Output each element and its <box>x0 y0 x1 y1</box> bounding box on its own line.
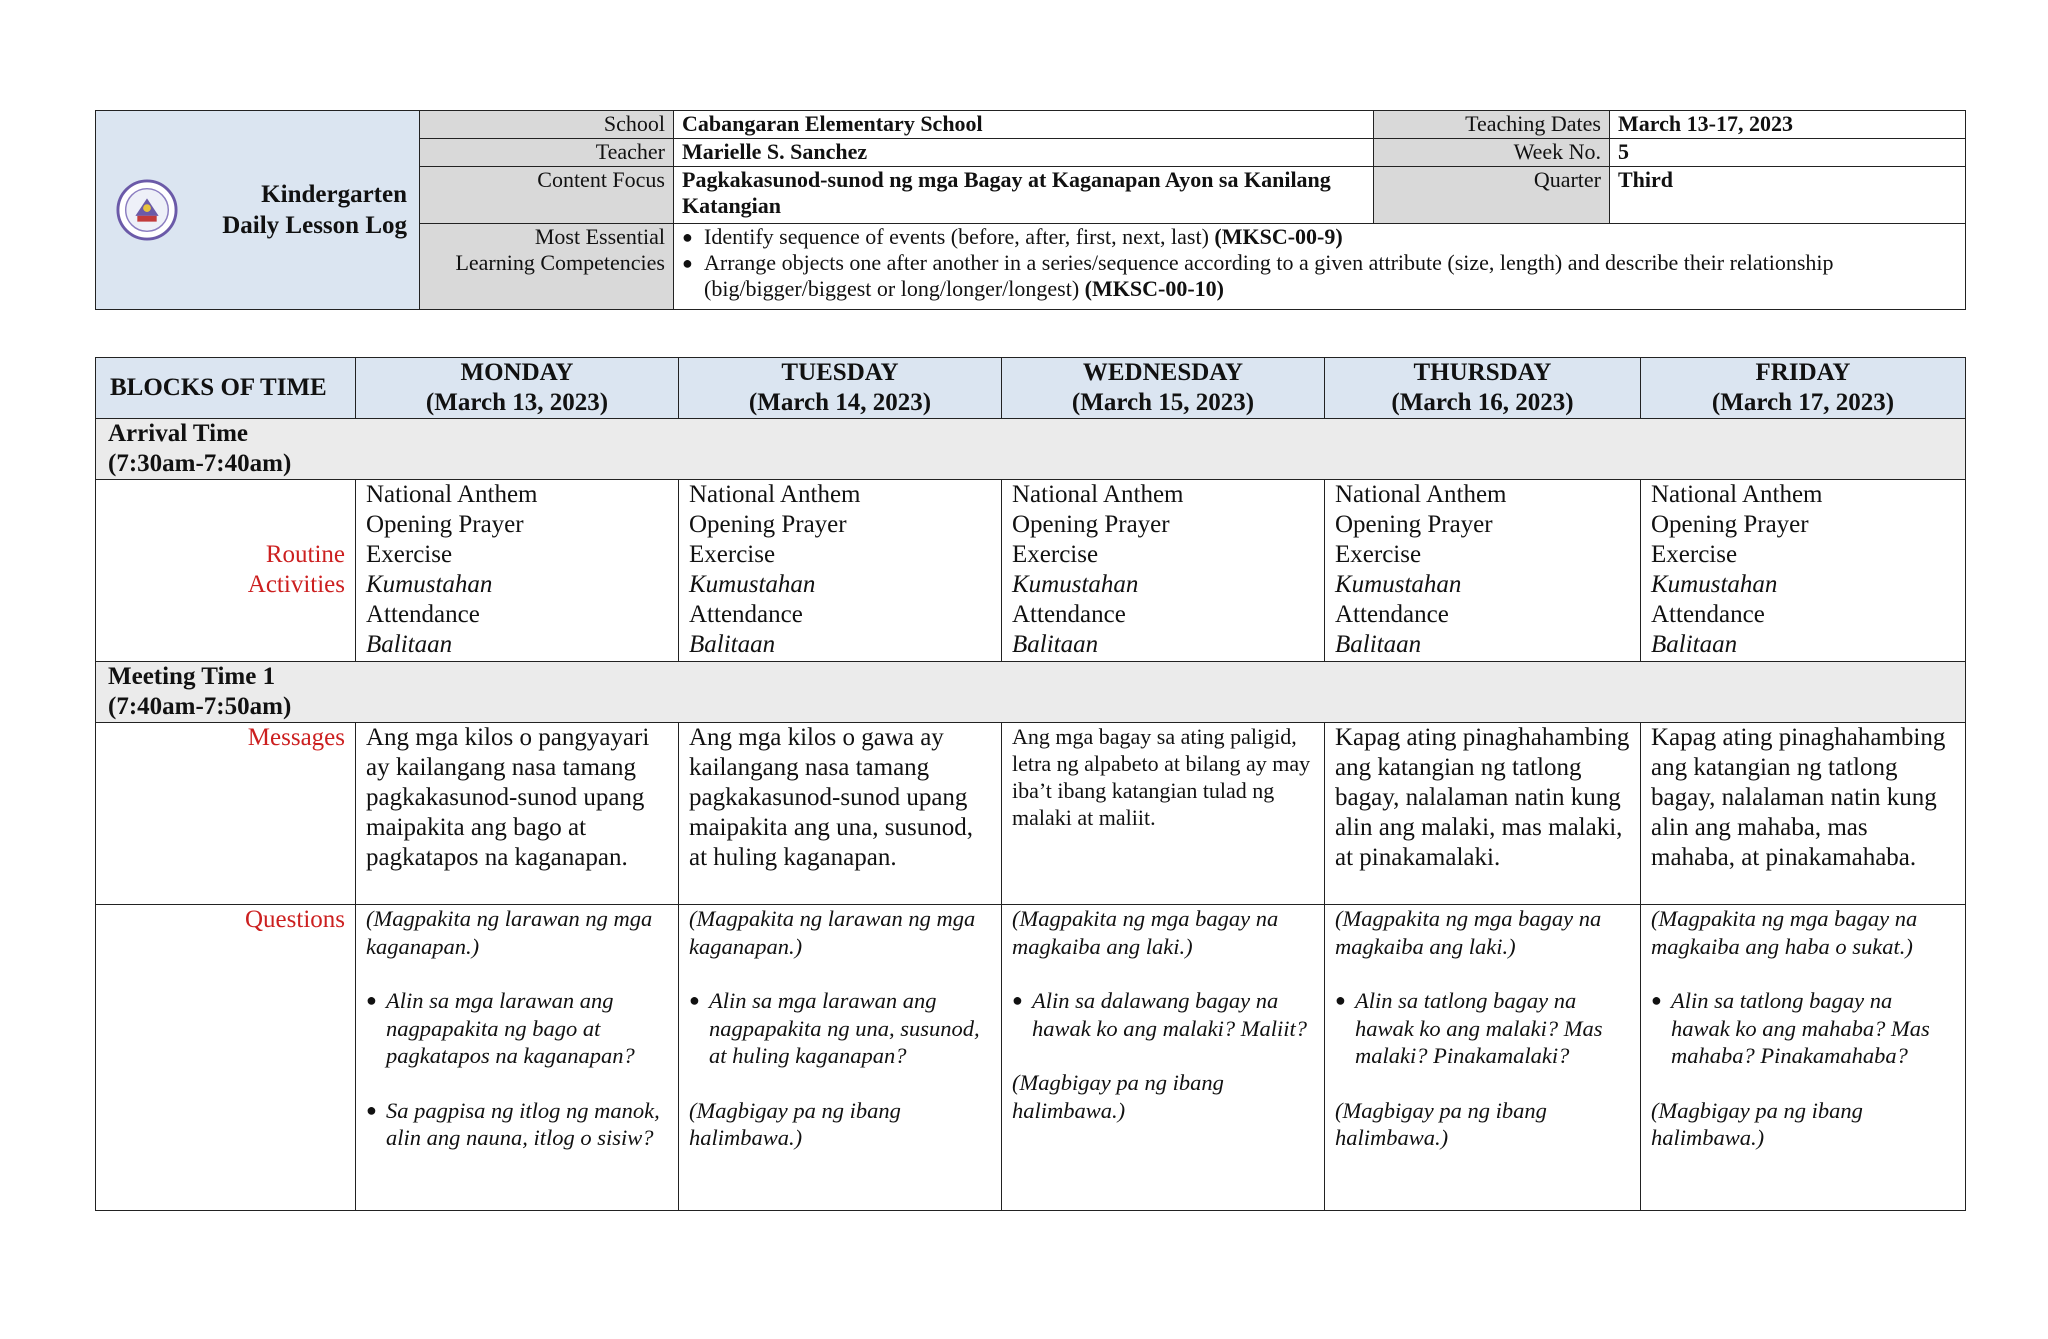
routine-item: National Anthem <box>1335 481 1507 508</box>
header-title-line1: Kindergarten <box>261 181 407 208</box>
routine-item: National Anthem <box>1012 481 1184 508</box>
content-focus-value: Pagkakasunod-sunod ng mga Bagay at Kaganapan Ayon sa Kanilang Katangian <box>674 167 1374 223</box>
message-cell-wednesday: Ang mga bagay sa ating paligid, letra ng alpabeto at bilang ay may iba’t ibang katangian tulad ng malaki at maliit. <box>1002 723 1325 905</box>
routine-item: Kumustahan <box>1335 571 1462 598</box>
routine-item: Exercise <box>689 541 776 568</box>
arrival-time: (7:30am-7:40am) <box>108 450 292 477</box>
day-name: WEDNESDAY <box>1082 359 1244 386</box>
message-cell-thursday: Kapag ating pinaghahambing ang katangian ng tatlong bagay, nalalaman natin kung alin ang malaki, mas malaki, at pinakamalaki. <box>1325 723 1641 905</box>
day-name: THURSDAY <box>1413 359 1552 386</box>
mel-list <box>682 224 1957 302</box>
routine-item: Balitaan <box>1335 631 1422 658</box>
question-intro: (Magpakita ng mga bagay na magkaiba ang laki.) <box>1335 906 1602 959</box>
day-date: (March 17, 2023) <box>1711 389 1895 416</box>
questions-cell-wednesday <box>1002 905 1325 1211</box>
questions-cell-friday <box>1641 905 1966 1211</box>
mel-item <box>682 224 1957 250</box>
routine-item: National Anthem <box>689 481 861 508</box>
day-name: FRIDAY <box>1755 359 1851 386</box>
question-bullet: ● Sa pagpisa ng itlog ng manok, alin ang nauna, itlog o sisiw? <box>366 1097 668 1152</box>
header-title-line2: Daily Lesson Log <box>222 212 407 239</box>
quarter-label: Quarter <box>1374 167 1610 223</box>
routine-item: Opening Prayer <box>366 511 524 538</box>
question-bullet: ● Alin sa tatlong bagay na hawak ko ang malaki? Mas malaki? Pinakamalaki? <box>1335 987 1630 1070</box>
questions-cell-monday <box>356 905 679 1211</box>
meeting-section-heading <box>96 662 1966 723</box>
question-bullet: ● Alin sa mga larawan ang nagpapakita ng una, susunod, at huling kaganapan? <box>689 987 991 1070</box>
routine-item: Kumustahan <box>689 571 816 598</box>
questions-row <box>96 905 1966 1211</box>
day-date: (March 15, 2023) <box>1071 389 1255 416</box>
mel-item-text: Identify sequence of events (before, after, first, next, last) <box>704 223 1215 249</box>
routine-item: Opening Prayer <box>689 511 847 538</box>
routine-item: Exercise <box>1012 541 1099 568</box>
day-name: MONDAY <box>460 359 574 386</box>
routine-label-line2: Activities <box>247 571 345 598</box>
mel-item-text: Arrange objects one after another in a series/sequence according to a given attribute (size, length) and describe their relationship (big/bigger/biggest or long/longer/longest) <box>704 249 1834 301</box>
day-header-tuesday <box>679 358 1002 419</box>
table-header-row <box>96 358 1966 419</box>
day-header-friday <box>1641 358 1966 419</box>
routine-item: Balitaan <box>366 631 453 658</box>
teacher-value: Marielle S. Sanchez <box>674 139 1374 167</box>
mel-list-cell <box>674 223 1966 309</box>
routine-item: Attendance <box>689 601 803 628</box>
routine-item: Kumustahan <box>366 571 493 598</box>
routine-item: National Anthem <box>366 481 538 508</box>
routine-cell-wednesday <box>1002 480 1325 662</box>
mel-item-code: (MKSC-00-10) <box>1084 275 1224 301</box>
messages-row <box>96 723 1966 905</box>
questions-cell-tuesday <box>679 905 1002 1211</box>
question-intro: (Magpakita ng mga bagay na magkaiba ang laki.) <box>1012 906 1279 959</box>
teaching-dates-label: Teaching Dates <box>1374 111 1610 139</box>
arrival-section-row <box>96 419 1966 480</box>
blocks-of-time-header: BLOCKS OF TIME <box>96 358 356 419</box>
header-title <box>178 179 407 241</box>
questions-label: Questions <box>96 905 356 1211</box>
meeting-time: (7:40am-7:50am) <box>108 693 292 720</box>
message-cell-tuesday: Ang mga kilos o gawa ay kailangang nasa tamang pagkakasunod-sunod upang maipakita ang una, susunod, at huling kaganapan. <box>679 723 1002 905</box>
question-outro: (Magbigay pa ng ibang halimbawa.) <box>1651 1097 1863 1150</box>
questions-cell-thursday <box>1325 905 1641 1211</box>
routine-item: Exercise <box>1651 541 1738 568</box>
routine-item: Exercise <box>366 541 453 568</box>
routine-cell-tuesday <box>679 480 1002 662</box>
day-header-monday <box>356 358 679 419</box>
routine-item: Balitaan <box>1012 631 1099 658</box>
quarter-value: Third <box>1610 167 1966 223</box>
content-focus-label: Content Focus <box>420 167 674 223</box>
deped-seal-icon <box>116 179 178 241</box>
routine-item: Attendance <box>1651 601 1765 628</box>
question-outro: (Magbigay pa ng ibang halimbawa.) <box>1335 1097 1547 1150</box>
routine-item: Attendance <box>1335 601 1449 628</box>
arrival-section-heading <box>96 419 1966 480</box>
routine-item: Attendance <box>1012 601 1126 628</box>
teaching-dates-value: March 13-17, 2023 <box>1610 111 1966 139</box>
routine-item: Exercise <box>1335 541 1422 568</box>
mel-item-code: (MKSC-00-9) <box>1214 223 1343 249</box>
routine-item: Kumustahan <box>1012 571 1139 598</box>
week-value: 5 <box>1610 139 1966 167</box>
routine-item: Opening Prayer <box>1012 511 1170 538</box>
day-date: (March 16, 2023) <box>1391 389 1574 416</box>
routine-item: Attendance <box>366 601 480 628</box>
routine-item: Balitaan <box>689 631 776 658</box>
message-cell-monday: Ang mga kilos o pangyayari ay kailangang nasa tamang pagkakasunod-sunod upang maipakita ang bago at pagkatapos na kaganapan. <box>356 723 679 905</box>
day-name: TUESDAY <box>781 359 899 386</box>
question-bullet: ● Alin sa tatlong bagay na hawak ko ang mahaba? Mas mahaba? Pinakamahaba? <box>1651 987 1955 1070</box>
mel-label <box>420 223 674 309</box>
messages-label: Messages <box>96 723 356 905</box>
mel-label-line2: Learning Competencies <box>455 249 665 275</box>
day-header-thursday <box>1325 358 1641 419</box>
routine-item: Balitaan <box>1651 631 1738 658</box>
question-outro: (Magbigay pa ng ibang halimbawa.) <box>1012 1070 1224 1123</box>
lesson-log-table <box>95 357 1966 1211</box>
routine-item: Opening Prayer <box>1335 511 1493 538</box>
routine-label <box>96 480 356 662</box>
question-intro: (Magpakita ng mga bagay na magkaiba ang haba o sukat.) <box>1651 906 1918 959</box>
school-value: Cabangaran Elementary School <box>674 111 1374 139</box>
routine-row <box>96 480 1966 662</box>
question-outro: (Magbigay pa ng ibang halimbawa.) <box>689 1097 901 1150</box>
routine-item: Opening Prayer <box>1651 511 1809 538</box>
routine-cell-thursday <box>1325 480 1641 662</box>
routine-item: National Anthem <box>1651 481 1823 508</box>
routine-cell-monday <box>356 480 679 662</box>
message-cell-friday: Kapag ating pinaghahambing ang katangian ng tatlong bagay, nalalaman natin kung alin ang mahaba, mas mahaba, at pinakamahaba. <box>1641 723 1966 905</box>
routine-item: Kumustahan <box>1651 571 1778 598</box>
routine-label-line1: Routine <box>265 541 345 568</box>
arrival-title: Arrival Time <box>108 420 249 447</box>
school-label: School <box>420 111 674 139</box>
meeting-section-row <box>96 662 1966 723</box>
question-intro: (Magpakita ng larawan ng mga kaganapan.) <box>366 906 653 959</box>
question-bullet: ● Alin sa dalawang bagay na hawak ko ang malaki? Maliit? <box>1012 987 1314 1042</box>
teacher-label: Teacher <box>420 139 674 167</box>
week-label: Week No. <box>1374 139 1610 167</box>
meeting-title: Meeting Time 1 <box>108 663 276 690</box>
header-logo-cell <box>96 111 420 310</box>
day-date: (March 14, 2023) <box>748 389 932 416</box>
mel-label-line1: Most Essential <box>534 223 665 249</box>
header-table <box>95 110 1966 310</box>
day-date: (March 13, 2023) <box>425 389 609 416</box>
mel-item <box>682 250 1957 302</box>
question-bullet: ● Alin sa mga larawan ang nagpapakita ng bago at pagkatapos na kaganapan? <box>366 987 668 1070</box>
day-header-wednesday <box>1002 358 1325 419</box>
question-intro: (Magpakita ng larawan ng mga kaganapan.) <box>689 906 976 959</box>
routine-cell-friday <box>1641 480 1966 662</box>
